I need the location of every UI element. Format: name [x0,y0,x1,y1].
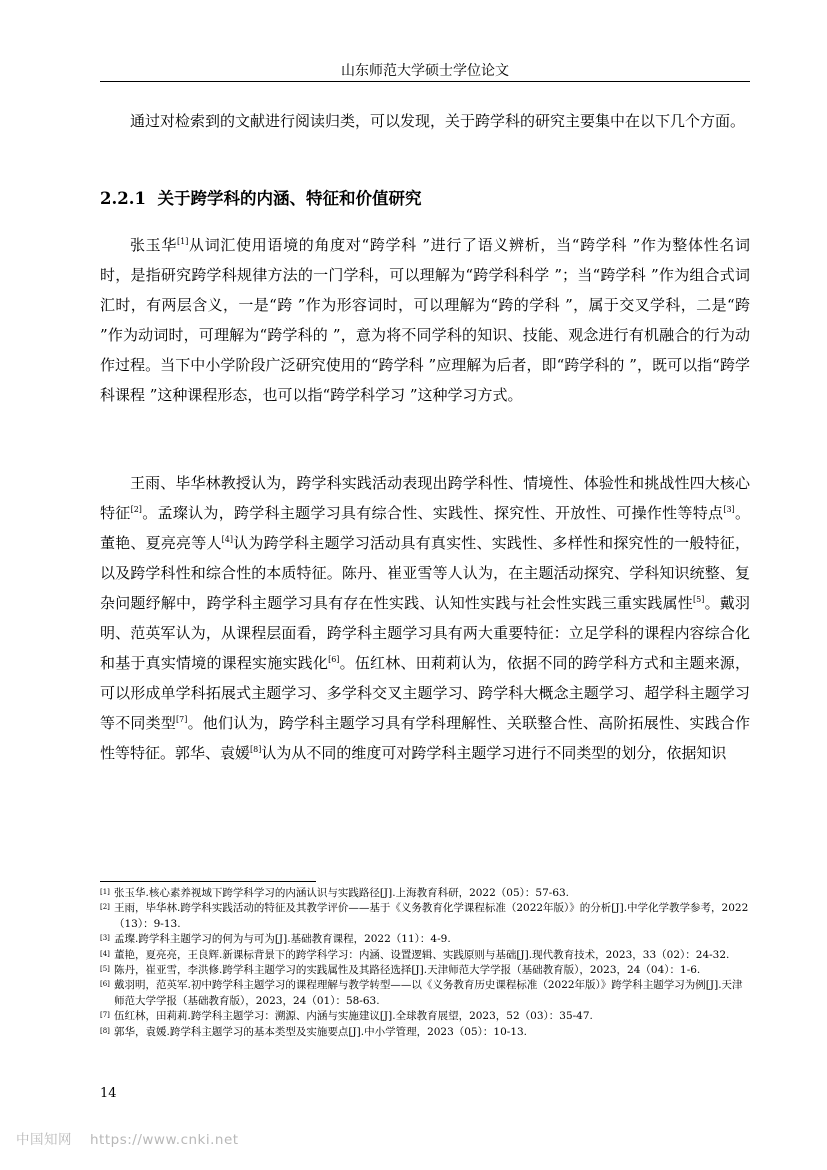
citation-4[interactable]: [4] [221,535,233,544]
citation-7[interactable]: [7] [176,715,188,724]
section-heading [100,184,750,214]
p2-text: 认为从不同的维度可对跨学科主题学习进行不同类型的划分，依据知识 [261,744,727,762]
footnote-marker: [4] [100,949,110,958]
footnote-marker: [2] [100,903,110,912]
citation-8[interactable]: [8] [250,745,262,754]
p2-text: 。董艳、夏亮亮等人 [100,504,750,552]
footnote [100,1025,750,1040]
footnote [100,901,750,932]
citation-6[interactable]: [6] [328,655,340,664]
watermark-url: https://www.cnki.net [90,1132,239,1148]
intro-text: 通过对检索到的文献进行阅读归类，可以发现，关于跨学科的研究主要集中在以下几个方面。 [130,112,746,130]
footnote-text: 戴羽明，范英军.初中跨学科主题学习的课程理解与教学转型——以《义务教育历史课程标准（2022年版）》跨学科主题学习为例[J].天津师范大学学报（基础教育版），2023，24（01）：58-63. [114,979,743,1007]
p2-text: 。伍红林、田莉莉认为，依据不同的跨学科方式和主题来源，可以形成单学科拓展式主题学习、多学科交叉主题学习、跨学科大概念主题学习、超学科主题学习等不同类型 [100,654,750,732]
p2-text: 。孟璨认为，跨学科主题学习具有综合性、实践性、探究性、开放性、可操作性等特点 [141,504,724,522]
footnote [100,978,750,1009]
footnote-marker: [8] [100,1026,110,1035]
citation-2[interactable]: [2] [130,505,142,514]
p2-text: 。他们认为，跨学科主题学习具有学科理解性、关联整合性、高阶拓展性、实践合作性等特征。郭华、袁媛 [100,714,750,762]
p1-text: 张玉华 [130,236,178,254]
header-rule [100,81,750,82]
section-title: 关于跨学科的内涵、特征和价值研究 [157,189,422,208]
footnote-text: 陈丹，崔亚雪，李洪修.跨学科主题学习的实践属性及其路径选择[J].天津师范大学学报（基础教育版），2023，24（04）：1-6. [114,964,701,977]
page-number: 14 [100,1086,117,1101]
paragraph-1 [100,230,750,410]
footnote-text: 伍红林，田莉莉.跨学科主题学习：溯源、内涵与实施建议[J].全球教育展望，2023，52（03）：35-47. [114,1010,593,1023]
footnote [100,886,750,901]
paragraph-2 [100,468,750,768]
citation-1[interactable]: [1] [177,237,189,246]
citation-3[interactable]: [3] [723,505,735,514]
footnote-marker: [3] [100,934,110,943]
running-header: 山东师范大学硕士学位论文 [341,63,509,79]
p2-text: 认为跨学科主题学习活动具有真实性、实践性、多样性和探究性的一般特征，以及跨学科性和综合性的本质特征。陈丹、崔亚雪等人认为，在主题活动探究、学科知识统整、复杂问题纾解中，跨学科主题学习具有存在性实践、认知性实践与社会性实践三重实践属性 [100,534,750,612]
footnote [100,932,750,947]
footnote-text: 张玉华.核心素养视域下跨学科学习的内涵认识与实践路径[J].上海教育科研，2022（05）：57-63. [114,887,570,899]
footnote-text: 王雨，毕华林.跨学科实践活动的特征及其教学评价——基于《义务教育化学课程标准（2022年版）》的分析[J].中学化学教学参考，2022（13）：9-13. [114,902,749,930]
intro-paragraph [100,106,750,136]
footnotes [100,886,750,1040]
footnote [100,948,750,963]
footnote [100,1009,750,1024]
footnote-marker: [1] [100,888,110,896]
watermark-brand: 中国知网 [16,1132,72,1148]
section-number: 2.2.1 [100,189,146,208]
footnote-text: 董艳，夏亮亮，王良辉.新课标背景下的跨学科学习：内涵、设置逻辑、实践原则与基础[J].现代教育技术，2023，33（02）：24-32. [114,948,730,961]
footnote-marker: [7] [100,1011,110,1020]
p1-text: 从词汇使用语境的角度对“跨学科 ”进行了语义辨析，当“跨学科 ”作为整体性名词时，是指研究跨学科规律方法的一门学科，可以理解为“跨学科科学 ”；当“跨学科 ”作为组合式词汇时，有两层含义，一是“跨 ”作为形容词时，可以理解为“跨的学科 ”，属于交叉学科，二是“跨 ”作为动词时，可理解为“跨学科的 ”，意为将不同学科的知识、技能、观念进行有机融合的行为动作过程。当下中小学阶段广泛研究使用的“跨学科 ”应理解为后者，即“跨学科的 ”，既可以指“跨学科课程 ”这种课程形态，也可以指“跨学科学习 ”这种学习方式。 [100,236,750,404]
footnote-text: 孟璨.跨学科主题学习的何为与可为[J].基础教育课程，2022（11）：4-9. [114,933,451,946]
citation-5[interactable]: [5] [693,595,705,604]
footnote [100,963,750,978]
p2-text: 。戴羽明、范英军认为，从课程层面看，跨学科主题学习具有两大重要特征：立足学科的课程内容综合化和基于真实情境的课程实施实践化 [100,594,750,672]
footnote-rule [100,881,316,882]
p2-text: 王雨、毕华林教授认为，跨学科实践活动表现出跨学科性、情境性、体验性和挑战性四大核心特征 [100,474,750,522]
footnote-text: 郭华，袁媛.跨学科主题学习的基本类型及实施要点[J].中小学管理，2023（05）：10-13. [114,1025,528,1038]
watermark [16,1128,239,1148]
footnote-marker: [6] [100,980,110,989]
footnote-marker: [5] [100,965,110,974]
